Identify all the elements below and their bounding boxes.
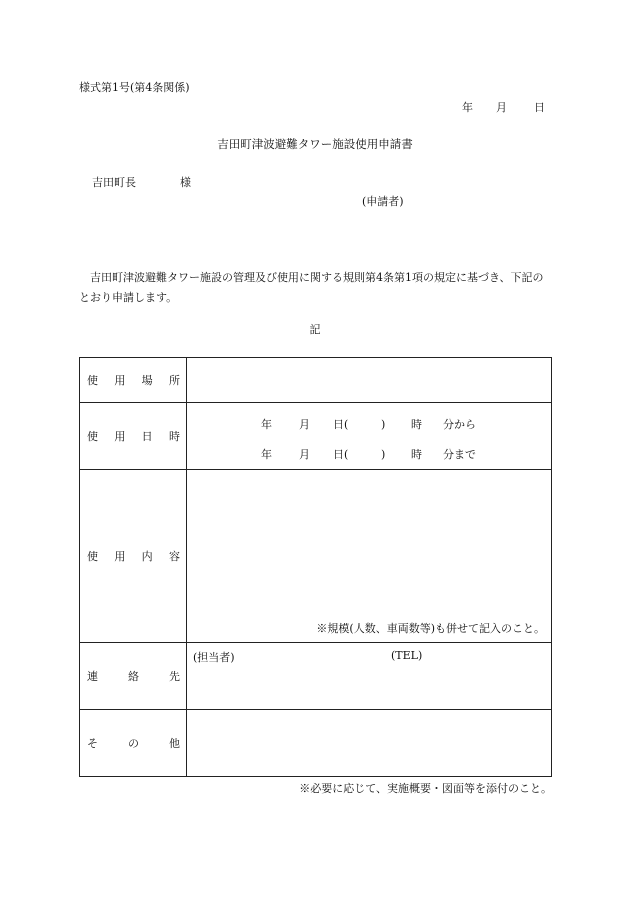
location-label: 使用場所 <box>80 358 187 403</box>
content-note: ※規模(人数、車両数等)も併せて記入のこと。 <box>316 622 545 635</box>
applicant-label: (申請者) <box>362 195 404 208</box>
datetime-from <box>261 416 476 432</box>
form-number: 様式第1号(第4条関係) <box>79 81 190 94</box>
date-year: 年 <box>462 101 473 114</box>
from-minute: 分から <box>443 418 476 431</box>
from-month: 月 <box>299 418 310 431</box>
contact-field[interactable] <box>187 643 552 710</box>
datetime-label: 使用日時 <box>80 403 187 470</box>
datetime-field[interactable] <box>187 403 552 470</box>
contact-person-label: (担当者) <box>193 651 235 664</box>
from-hour: 時 <box>411 418 422 431</box>
submission-date <box>462 102 545 113</box>
row-content <box>80 470 552 643</box>
from-weekday-close: ) <box>381 418 386 431</box>
contact-tel-label: (TEL) <box>391 649 423 662</box>
datetime-to <box>261 446 476 462</box>
to-year: 年 <box>261 448 272 461</box>
document-title: 吉田町津波避難タワー施設使用申請書 <box>217 137 413 151</box>
to-day: 日( <box>333 448 349 461</box>
to-hour: 時 <box>411 448 422 461</box>
ki-heading: 記 <box>309 323 321 336</box>
to-weekday-close: ) <box>381 448 386 461</box>
to-month: 月 <box>299 448 310 461</box>
intro-paragraph: 吉田町津波避難タワー施設の管理及び使用に関する規則第4条第1項の規定に基づき、下記のとおり申請します。 <box>79 271 544 304</box>
from-day: 日( <box>333 418 349 431</box>
row-contact <box>80 643 552 710</box>
attachment-note: ※必要に応じて、実施概要・図面等を添付のこと。 <box>299 782 552 795</box>
row-location <box>80 358 552 403</box>
location-field[interactable] <box>187 358 552 403</box>
contact-label: 連絡先 <box>80 643 187 710</box>
addressee-name: 吉田町長 <box>92 176 136 189</box>
addressee <box>92 177 191 188</box>
to-minute: 分まで <box>443 448 476 461</box>
content-field[interactable] <box>187 470 552 643</box>
content-label: 使用内容 <box>80 470 187 643</box>
from-year: 年 <box>261 418 272 431</box>
row-datetime <box>80 403 552 470</box>
addressee-honorific: 様 <box>180 176 191 189</box>
date-day: 日 <box>534 101 545 114</box>
date-month: 月 <box>496 101 507 114</box>
other-field[interactable] <box>187 710 552 777</box>
other-label: その他 <box>80 710 187 777</box>
row-other <box>80 710 552 777</box>
application-table <box>79 357 552 777</box>
